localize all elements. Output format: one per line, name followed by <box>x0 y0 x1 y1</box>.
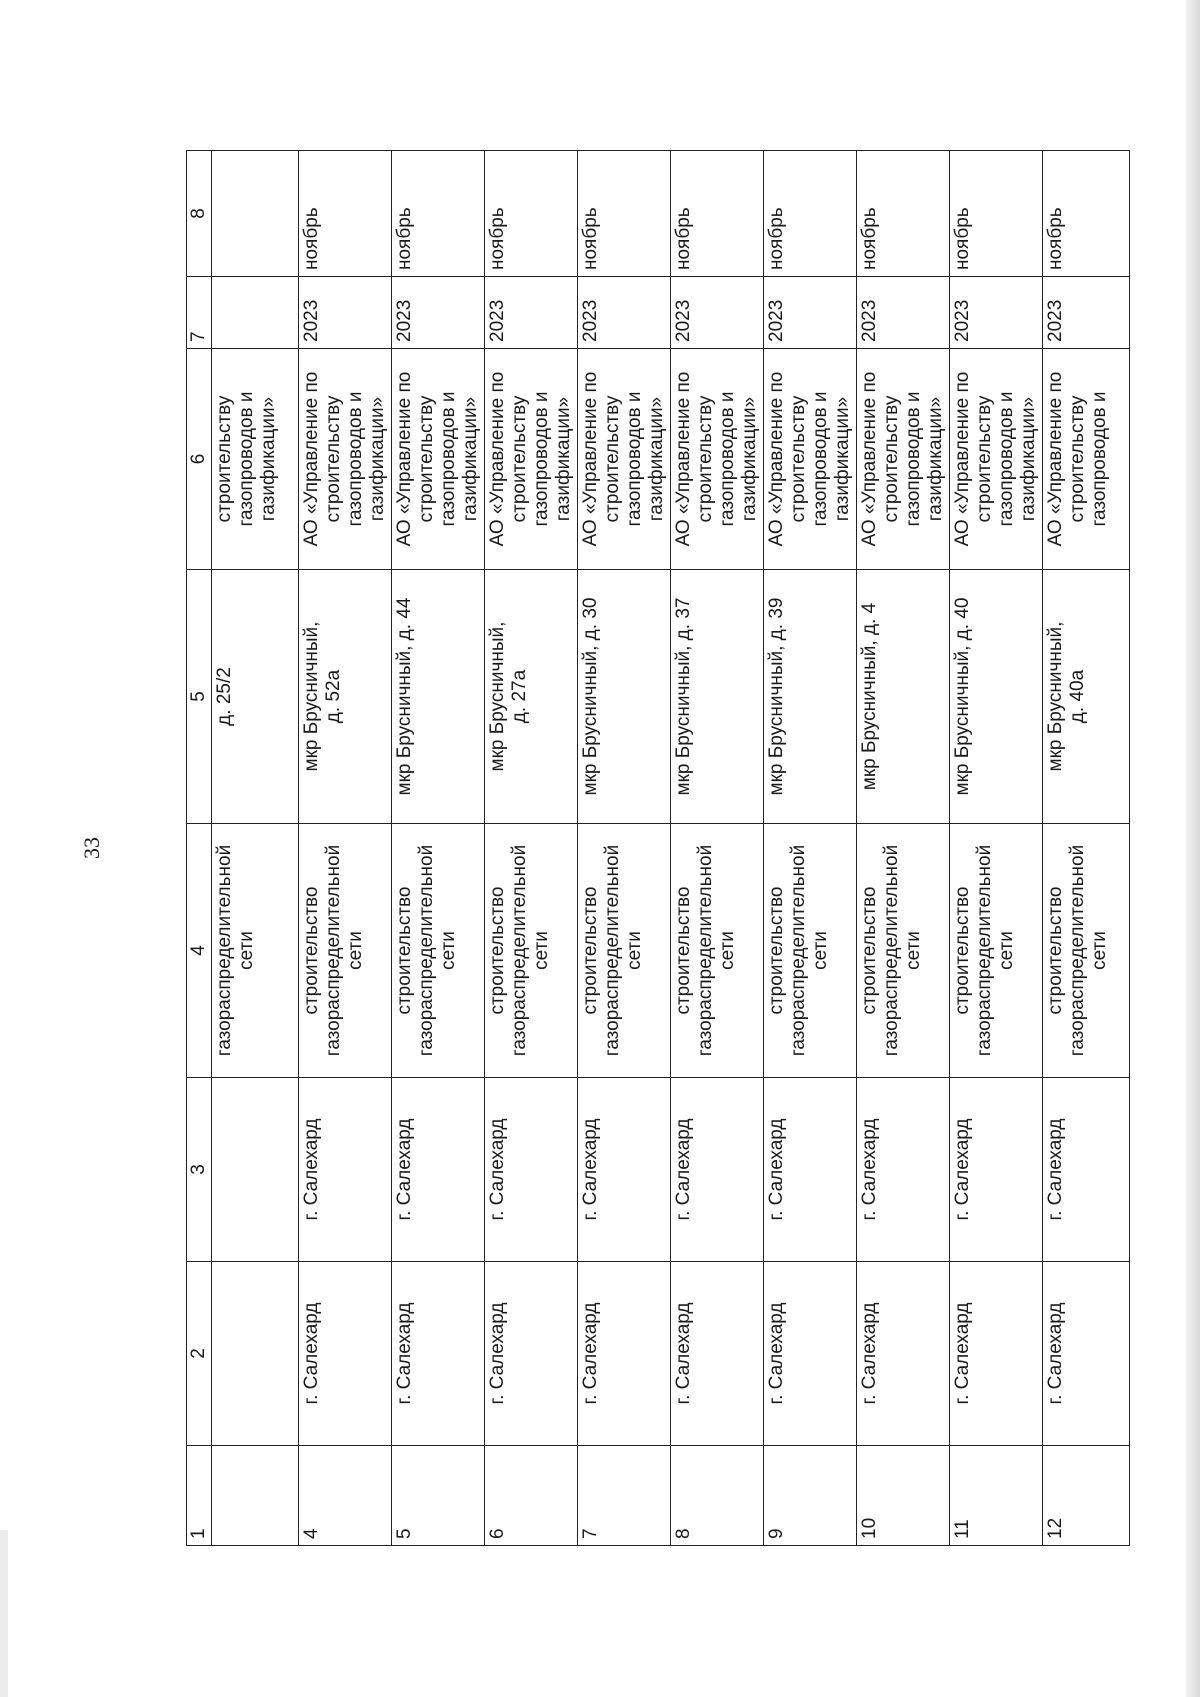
cell-num: 8 <box>671 1446 764 1546</box>
cell-month: ноябрь <box>578 151 671 277</box>
cell-num: 12 <box>1043 1446 1130 1546</box>
cell-num: 6 <box>485 1446 578 1546</box>
cell-year: 2023 <box>485 277 578 349</box>
column-header-6: 6 <box>187 349 212 570</box>
cell-municipality <box>212 1262 299 1446</box>
cell-executor: АО «Управление по строительству газопроводов и газификации» <box>578 349 671 570</box>
cell-num: 5 <box>392 1446 485 1546</box>
cell-month: ноябрь <box>485 151 578 277</box>
cell-settlement: г. Салехард <box>857 1078 950 1262</box>
cell-num: 11 <box>950 1446 1043 1546</box>
table-row <box>764 151 857 1546</box>
cell-work: строительство газораспределительной сети <box>1043 824 1130 1078</box>
cell-executor: АО «Управление по строительству газопроводов и газификации» <box>950 349 1043 570</box>
cell-work: строительство газораспределительной сети <box>857 824 950 1078</box>
cell-year: 2023 <box>392 277 485 349</box>
cell-work: строительство газораспределительной сети <box>578 824 671 1078</box>
cell-executor: АО «Управление по строительству газопроводов и газификации» <box>485 349 578 570</box>
cell-year: 2023 <box>671 277 764 349</box>
cell-settlement: г. Салехард <box>392 1078 485 1262</box>
cell-year <box>212 277 299 349</box>
cell-executor: АО «Управление по строительству газопроводов и газификации» <box>392 349 485 570</box>
cell-address: мкр Брусничный, д. 30 <box>578 570 671 824</box>
cell-executor: АО «Управление по строительству газопроводов и газификации» <box>764 349 857 570</box>
column-number-row <box>187 151 212 1546</box>
cell-work: строительство газораспределительной сети <box>299 824 392 1078</box>
cell-month: ноябрь <box>950 151 1043 277</box>
cell-settlement: г. Салехард <box>1043 1078 1130 1262</box>
cell-settlement: г. Салехард <box>485 1078 578 1262</box>
column-header-3: 3 <box>187 1078 212 1262</box>
table-row <box>1043 151 1130 1546</box>
scan-edge-right <box>1186 0 1200 1697</box>
table-row <box>671 151 764 1546</box>
cell-year: 2023 <box>1043 277 1130 349</box>
cell-municipality: г. Салехард <box>299 1262 392 1446</box>
table-row <box>578 151 671 1546</box>
cell-executor: АО «Управление по строительству газопроводов и газификации» <box>299 349 392 570</box>
cell-address: мкр Брусничный, д. 27а <box>485 570 578 824</box>
cell-year: 2023 <box>764 277 857 349</box>
column-header-4: 4 <box>187 824 212 1078</box>
cell-month <box>212 151 299 277</box>
column-header-7: 7 <box>187 277 212 349</box>
cell-municipality: г. Салехард <box>578 1262 671 1446</box>
cell-year: 2023 <box>578 277 671 349</box>
cell-address: мкр Брусничный, д. 39 <box>764 570 857 824</box>
cell-num: 4 <box>299 1446 392 1546</box>
cell-month: ноябрь <box>392 151 485 277</box>
cell-executor: АО «Управление по строительству газопроводов и газификации» <box>671 349 764 570</box>
cell-address: д. 25/2 <box>212 570 299 824</box>
cell-work: строительство газораспределительной сети <box>485 824 578 1078</box>
column-header-5: 5 <box>187 570 212 824</box>
table-row <box>392 151 485 1546</box>
table-row <box>485 151 578 1546</box>
cell-municipality: г. Салехард <box>671 1262 764 1446</box>
cell-address: мкр Брусничный, д. 40а <box>1043 570 1130 824</box>
cell-month: ноябрь <box>299 151 392 277</box>
cell-address: мкр Брусничный, д. 37 <box>671 570 764 824</box>
cell-work: строительство газораспределительной сети <box>392 824 485 1078</box>
cell-work: строительство газораспределительной сети <box>764 824 857 1078</box>
cell-year: 2023 <box>299 277 392 349</box>
cell-settlement: г. Салехард <box>671 1078 764 1262</box>
cell-municipality: г. Салехард <box>1043 1262 1130 1446</box>
cell-municipality: г. Салехард <box>857 1262 950 1446</box>
cell-address: мкр Брусничный, д. 40 <box>950 570 1043 824</box>
cell-settlement <box>212 1078 299 1262</box>
cell-executor: АО «Управление по строительству газопроводов и <box>1043 349 1130 570</box>
cell-month: ноябрь <box>764 151 857 277</box>
column-header-2: 2 <box>187 1262 212 1446</box>
cell-num: 9 <box>764 1446 857 1546</box>
cell-executor: строительству газопроводов и газификации» <box>212 349 299 570</box>
table-row <box>857 151 950 1546</box>
table-rotator <box>186 151 1110 1546</box>
page-number: 33 <box>79 837 104 859</box>
table-row <box>299 151 392 1546</box>
cell-work: строительство газораспределительной сети <box>671 824 764 1078</box>
cell-address: мкр Брусничный, д. 4 <box>857 570 950 824</box>
scan-edge-left <box>0 1530 8 1697</box>
cell-executor: АО «Управление по строительству газопроводов и газификации» <box>857 349 950 570</box>
cell-num: 7 <box>578 1446 671 1546</box>
column-header-1: 1 <box>187 1446 212 1546</box>
cell-work: газораспределительной сети <box>212 824 299 1078</box>
cell-address: мкр Брусничный, д. 52а <box>299 570 392 824</box>
continuation-row <box>212 151 299 1546</box>
cell-work: строительство газораспределительной сети <box>950 824 1043 1078</box>
cell-address: мкр Брусничный, д. 44 <box>392 570 485 824</box>
table-row <box>950 151 1043 1546</box>
cell-settlement: г. Салехард <box>299 1078 392 1262</box>
column-header-8: 8 <box>187 151 212 277</box>
cell-municipality: г. Салехард <box>485 1262 578 1446</box>
cell-settlement: г. Салехард <box>950 1078 1043 1262</box>
cell-num: 10 <box>857 1446 950 1546</box>
cell-municipality: г. Салехард <box>950 1262 1043 1446</box>
cell-settlement: г. Салехард <box>764 1078 857 1262</box>
cell-num <box>212 1446 299 1546</box>
table-frame <box>186 151 1110 1546</box>
cell-municipality: г. Салехард <box>392 1262 485 1446</box>
cell-month: ноябрь <box>671 151 764 277</box>
cell-month: ноябрь <box>1043 151 1130 277</box>
document-table <box>186 150 1130 1546</box>
cell-municipality: г. Салехард <box>764 1262 857 1446</box>
cell-month: ноябрь <box>857 151 950 277</box>
cell-settlement: г. Салехард <box>578 1078 671 1262</box>
cell-year: 2023 <box>857 277 950 349</box>
cell-year: 2023 <box>950 277 1043 349</box>
